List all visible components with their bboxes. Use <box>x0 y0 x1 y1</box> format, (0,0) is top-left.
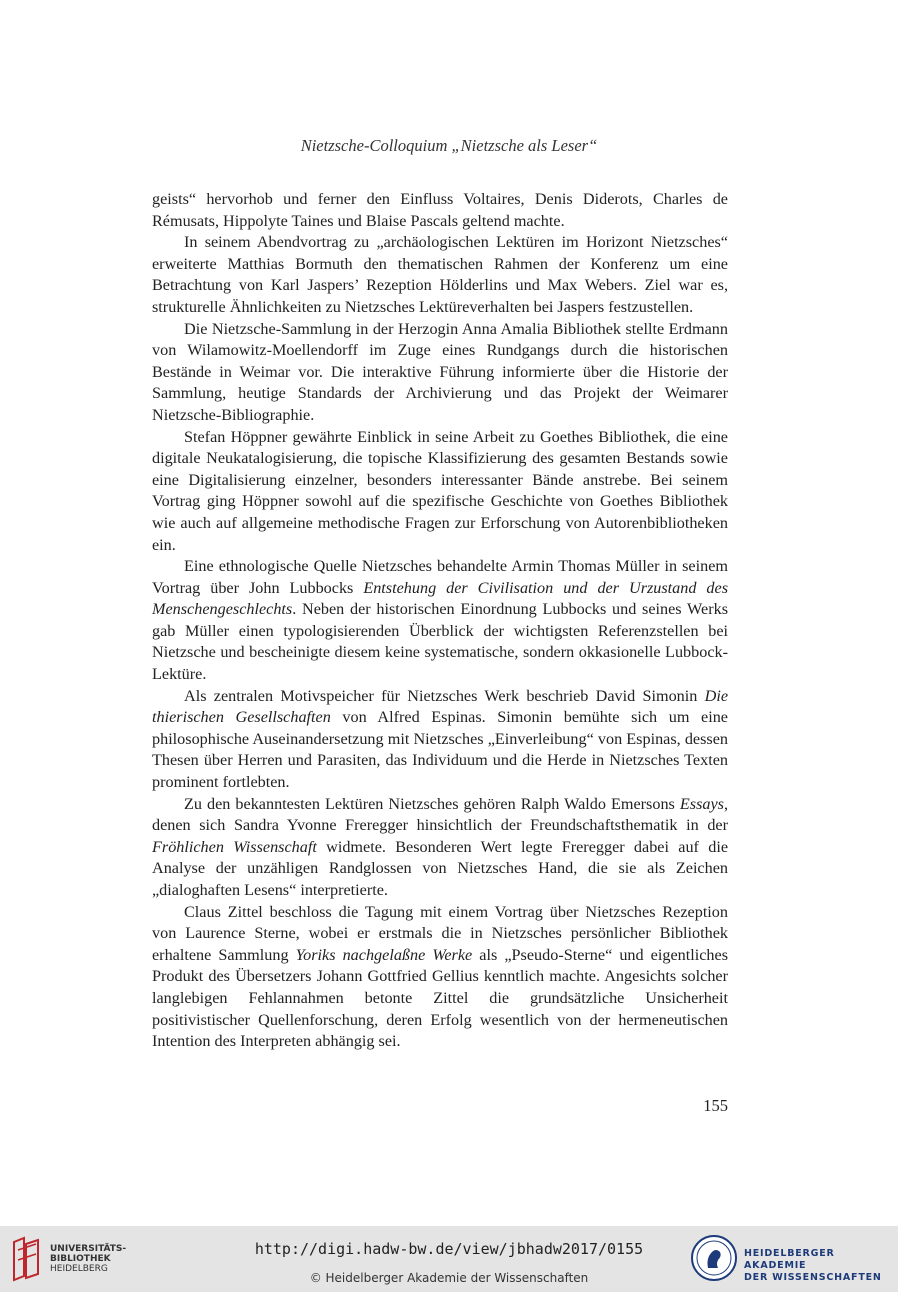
text-run: Claus Zittel beschloss die Tagung mit einem Vortrag über Nietzsches Rezeption von Laurence Sterne, wobei er erstmals die in Nietzsches persönlicher Bibliothek erhaltene Sammlung <box>152 902 728 964</box>
page-number: 155 <box>703 1096 728 1115</box>
body-text <box>152 189 728 1053</box>
paragraph <box>152 556 728 686</box>
running-head: Nietzsche-Colloquium „Nietzsche als Leser“ <box>300 136 598 155</box>
paragraph <box>152 189 728 232</box>
text-run: Eine ethnologische Quelle Nietzsches behandelte Armin Thomas Müller in seinem Vortrag über John Lubbocks <box>152 557 728 597</box>
italic-title: Yoriks nachgelaßne Werke <box>295 945 473 964</box>
paragraph <box>152 686 728 794</box>
academy-seal-icon <box>690 1234 738 1282</box>
library-logo-text: UNIVERSITÄTS- BIBLIOTHEK HEIDELBERG <box>50 1244 127 1274</box>
copyright-notice: © Heidelberger Akademie der Wissenschaften <box>309 1271 589 1285</box>
text-run: Stefan Höppner gewährte Einblick in seine Arbeit zu Goethes Bibliothek, die eine digitale Neukatalogisierung, die topische Klassifizierung des gesamten Bestands sowie eine Digitalisierung einzelner, besonders interessanter Bände anstrebe. Bei seinem Vortrag ging Höppner sowohl auf die spezifische Geschichte von Goethes Bibliothek wie auch auf allgemeine methodische Fragen zur Erforschung von Autorenbibliotheken ein. <box>152 427 728 554</box>
text-run: . Neben der historischen Einordnung Lubbocks und seines Werks gab Müller einen typologisierenden Überblick der wichtigsten Referenzstellen bei Nietzsche und bescheinigte diesem keine systematische, sondern okkasionelle Lubbock-Lektüre. <box>152 600 728 684</box>
paragraph <box>152 232 728 318</box>
paragraph <box>152 427 728 557</box>
text-run: von Alfred Espinas. Simonin bemühte sich um eine philosophische Auseinandersetzung mit Nietzsches „Einverleibung“ von Espinas, dessen Thesen über Herren und Parasiten, das Individuum und die Herde in Nietzsches Texten prominent fortlebten. <box>152 708 728 792</box>
text-run: , denen sich Sandra Yvonne Freregger hinsichtlich der Freundschaftsthematik in der <box>152 794 728 835</box>
text-run: In seinem Abendvortrag zu „archäologischen Lektüren im Horizont Nietzsches“ erweiterte Matthias Bormuth den thematischen Rahmen der Konferenz um eine Betrachtung von Karl Jaspers’ Rezeption Hölderlins und Max Webers. Ziel war es, strukturelle Ähnlichkeiten zu Nietzsches Lektüreverhalten bei Jaspers festzustellen. <box>152 233 728 316</box>
academy-logo[interactable] <box>690 1234 890 1284</box>
text-run: geists“ hervorhob und ferner den Einfluss Voltaires, Denis Diderots, Charles de Rémusats, Hippolyte Taines und Blaise Pascals geltend machte. <box>152 190 728 230</box>
text-run: Die Nietzsche-Sammlung in der Herzogin Anna Amalia Bibliothek stellte Erdmann von Wilamowitz-Moellendorff im Zuge eines Rundgangs durch die historischen Bestände in Weimar vor. Die interaktive Führung informierte über die Historie der Sammlung, heutige Standards der Archivierung und das Projekt der Weimarer Nietzsche-Bibliographie. <box>152 319 728 424</box>
viewer-footer <box>0 1226 898 1292</box>
paragraph <box>152 319 728 427</box>
italic-title: Entstehung der Civilisation und der Urzustand des Menschengeschlechts <box>152 578 729 619</box>
permalink-url[interactable]: http://digi.hadw-bw.de/view/jbhadw2017/0155 <box>254 1240 644 1258</box>
text-run: widmete. Besonderen Wert legte Freregger dabei auf die Analyse der unzähligen Randglossen von Nietzsches Hand, die sie als Zeichen „dialoghaften Lesens“ interpretierte. <box>152 837 729 899</box>
text-run: Als zentralen Motivspeicher für Nietzsches Werk beschrieb David Simonin <box>184 686 705 705</box>
text-run: als „Pseudo-Sterne“ und eigentliches Produkt des Übersetzers Johann Gottfried Gellius kenntlich machte. Angesichts solcher langlebigen Fehlannahmen betonte Zittel die grundsätzliche Unsicherheit positivistischer Quellenforschung, deren Erfolg wesentlich von der hermeneutischen Intention des Interpreten abhängig sei. <box>152 945 728 1051</box>
italic-title: Fröhlichen Wissenschaft <box>152 837 317 856</box>
text-run: Zu den bekanntesten Lektüren Nietzsches gehören Ralph Waldo Emersons <box>184 794 680 813</box>
italic-title: Die thierischen Gesellschaften <box>152 686 728 727</box>
italic-title: Essays <box>679 794 724 813</box>
paragraph <box>152 902 728 1053</box>
academy-logo-text: HEIDELBERGER AKADEMIE DER WISSENSCHAFTEN <box>744 1248 882 1283</box>
paragraph <box>152 794 728 902</box>
